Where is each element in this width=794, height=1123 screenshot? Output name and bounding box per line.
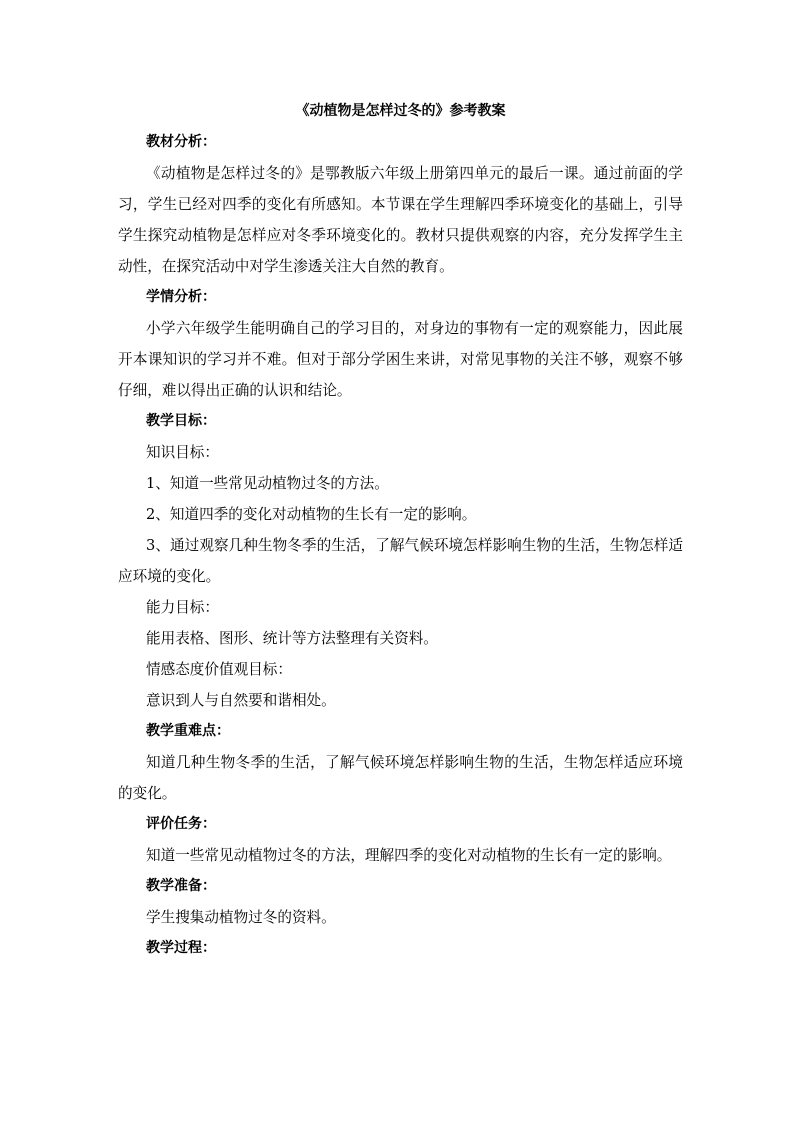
label-ability-goals: 能力目标： bbox=[146, 599, 219, 616]
heading-material-analysis: 教材分析： bbox=[146, 134, 216, 150]
label-emotion-goals: 情感态度价值观目标： bbox=[146, 661, 292, 678]
heading-teaching-process: 教学过程： bbox=[146, 940, 216, 956]
document-page bbox=[118, 96, 683, 964]
emotion-goal-1: 意识到人与自然要和谐相处。 bbox=[146, 692, 336, 709]
knowledge-goal-1: 1、知道一些常见动植物过冬的方法。 bbox=[146, 475, 389, 492]
paragraph-teaching-prep: 学生搜集动植物过冬的资料。 bbox=[146, 909, 336, 926]
paragraph-student-analysis: 小学六年级学生能明确自己的学习目的，对身边的事物有一定的观察能力，因此展开本课知识的学习并不难。但对于部分学困生来讲，对常见事物的关注不够，观察不够仔细，难以得出正确的认识和结论。 bbox=[118, 320, 683, 399]
heading-teaching-prep: 教学准备： bbox=[146, 878, 216, 894]
document-title: 《动植物是怎样过冬的》参考教案 bbox=[295, 103, 506, 119]
heading-key-difficulties: 教学重难点： bbox=[146, 723, 230, 739]
ability-goal-1: 能用表格、图形、统计等方法整理有关资料。 bbox=[146, 630, 438, 647]
knowledge-goal-3: 3、通过观察几种生物冬季的生活，了解气候环境怎样影响生物的生活，生物怎样适应环境的变化。 bbox=[118, 537, 683, 585]
paragraph-key-difficulties: 知道几种生物冬季的生活，了解气候环境怎样影响生物的生活，生物怎样适应环境的变化。 bbox=[118, 754, 683, 802]
knowledge-goal-2: 2、知道四季的变化对动植物的生长有一定的影响。 bbox=[146, 506, 477, 523]
heading-student-analysis: 学情分析： bbox=[146, 289, 216, 305]
paragraph-material-analysis: 《动植物是怎样过冬的》是鄂教版六年级上册第四单元的最后一课。通过前面的学习，学生已经对四季的变化有所感知。本节课在学生理解四季环境变化的基础上，引导学生探究动植物是怎样应对冬季环境变化的。教材只提供观察的内容，充分发挥学生主动性，在探究活动中对学生渗透关注大自然的教育。 bbox=[118, 165, 683, 275]
heading-evaluation-tasks: 评价任务： bbox=[146, 816, 216, 832]
heading-teaching-goals: 教学目标： bbox=[146, 413, 216, 429]
label-knowledge-goals: 知识目标： bbox=[146, 444, 219, 461]
paragraph-evaluation-tasks: 知道一些常见动植物过冬的方法，理解四季的变化对动植物的生长有一定的影响。 bbox=[146, 847, 672, 864]
